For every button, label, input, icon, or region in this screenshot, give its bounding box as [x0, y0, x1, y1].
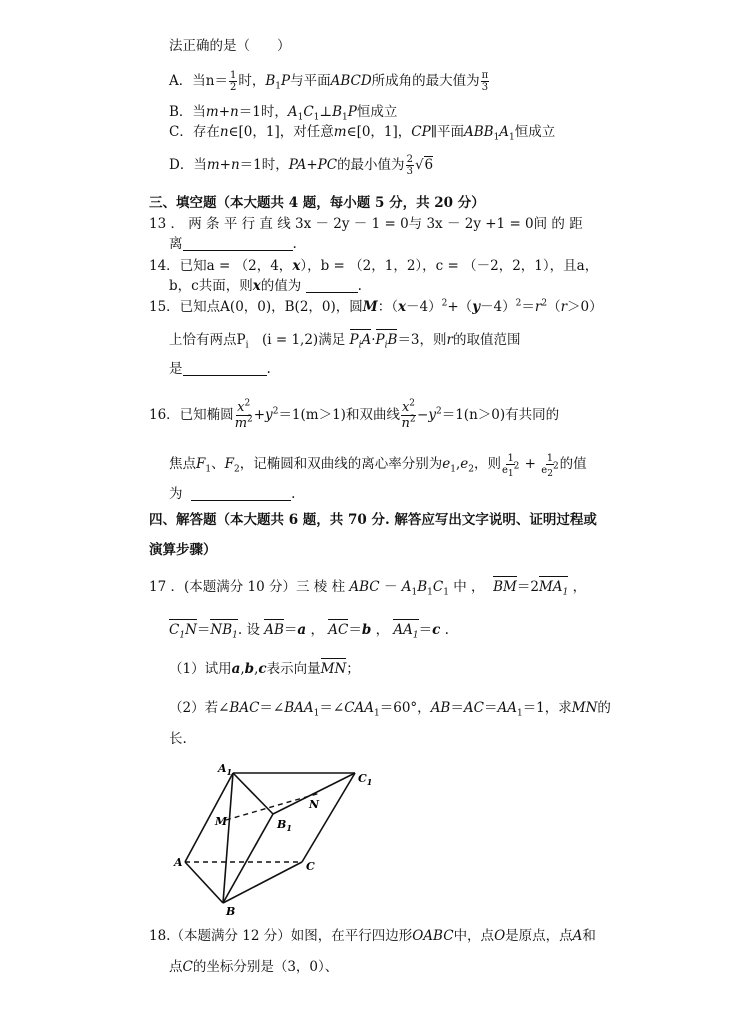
q13-line1: 13 ． 两 条 平 行 直 线 3x － 2y － 1 = 0与 3x － 2y +1 = 0间 的 距	[149, 216, 583, 232]
q17-part1: （1）试用a,b,c表示向量MN；	[169, 661, 360, 677]
q14-line2: b，c共面，则x的值为 .	[169, 278, 362, 294]
label-c1: $C_1$	[358, 772, 373, 787]
fraction-two-thirds: $\frac{2}{3}$	[406, 154, 413, 177]
option-a: A．当n＝ $\frac{1}{2}$ 时，$B_1P$与平面ABCD所成角的最大值为 $\frac{\pi}{3}$	[169, 70, 489, 93]
option-c: C．存在n∈[0，1]，对任意m∈[0，1]，CP∥平面$ABB_1A_1$恒成立	[169, 124, 556, 143]
q15-line1: 15．已知点A(0，0)，B(2，0)，圆M：$(x-4)^2+(y-4)^2=r^2(r>0)$	[149, 298, 603, 315]
section-4-heading-line2: 演算步骤）	[149, 542, 217, 558]
q16-line1: 16．已知椭圆 $\frac{x^2}{m^2}$ $+y^2=1(m>1)$和双曲线 $\frac{x^2}{n^2}$ $-y^2=1(n>0)$有共同的	[149, 398, 560, 431]
q17-line1: 17 ．(本题满分 10 分）三 棱 柱 ABC － $A_1B_1C_1$ 中 ， $BM=2MA_1$ ，	[149, 579, 587, 598]
label-n: N	[309, 798, 320, 811]
q18-line2: 点C的坐标分别是（3，0）、	[169, 959, 339, 975]
label-b1: $B_1$	[277, 818, 292, 833]
q13-line2: 离 .	[169, 236, 297, 252]
option-d: D．当m+n＝1时，PA+PC的最小值为 $\frac{2}{3}$ √6	[169, 154, 434, 177]
label-a1: $A_1$	[218, 762, 233, 777]
q17-part2: （2）若$\angle BAC=\angle BAA_1=\angle CAA_1=60^\circ$，$AB=AC=AA_1=1$，求MN的	[169, 700, 611, 719]
q15-line3: 是 .	[169, 361, 271, 377]
prism-figure	[170, 760, 380, 920]
q16-line3: 为 .	[169, 486, 296, 502]
label-c: C	[306, 860, 315, 873]
q16-answer-blank[interactable]	[191, 486, 291, 501]
label-m: M	[215, 815, 228, 828]
q14-answer-blank[interactable]	[306, 278, 358, 293]
q17-line2: $C_1N=NB_1$. 设 AB＝a ， AC＝b ， $AA_1=c$ .	[169, 622, 449, 641]
section-3-heading: 三、填空题（本大题共 4 题，每小题 5 分，共 20 分）	[149, 195, 485, 211]
fraction-half: $\frac{1}{2}$	[229, 70, 237, 93]
q13-answer-blank[interactable]	[183, 236, 293, 251]
q12-tail: 法正确的是（ ）	[169, 38, 291, 54]
q17-part2-cont: 长.	[169, 731, 187, 747]
q15-answer-blank[interactable]	[183, 361, 267, 376]
option-b: B．当m+n＝1时，$A_1C_1\perp B_1P$恒成立	[169, 104, 398, 123]
q18-line1: 18.（本题满分 12 分）如图，在平行四边形OABC中，点O是原点，点A和	[149, 928, 596, 944]
section-4-heading-line1: 四、解答题（本大题共 6 题，共 70 分. 解答应写出文字说明、证明过程或	[149, 512, 597, 528]
label-a: A	[174, 856, 183, 869]
label-b: B	[226, 905, 236, 918]
q14-line1: 14．已知a = （2，4，x），b = （2，1，2），c = （－2，2，1），且a，	[149, 258, 599, 274]
fraction-pi-3: $\frac{\pi}{3}$	[481, 70, 489, 93]
q16-line2: 焦点$F_1$、$F_2$，记椭圆和双曲线的离心率分别为$e_1,e_2$，则 $\frac{1}{e_1^2}$ + $\frac{1}{e_2^2}$ 的值	[169, 453, 587, 479]
q15-line2: 上恰有两点$P_i$ (i = 1,2)满足 $P_iA\cdot P_iB=3$，则r的取值范围	[169, 332, 521, 351]
